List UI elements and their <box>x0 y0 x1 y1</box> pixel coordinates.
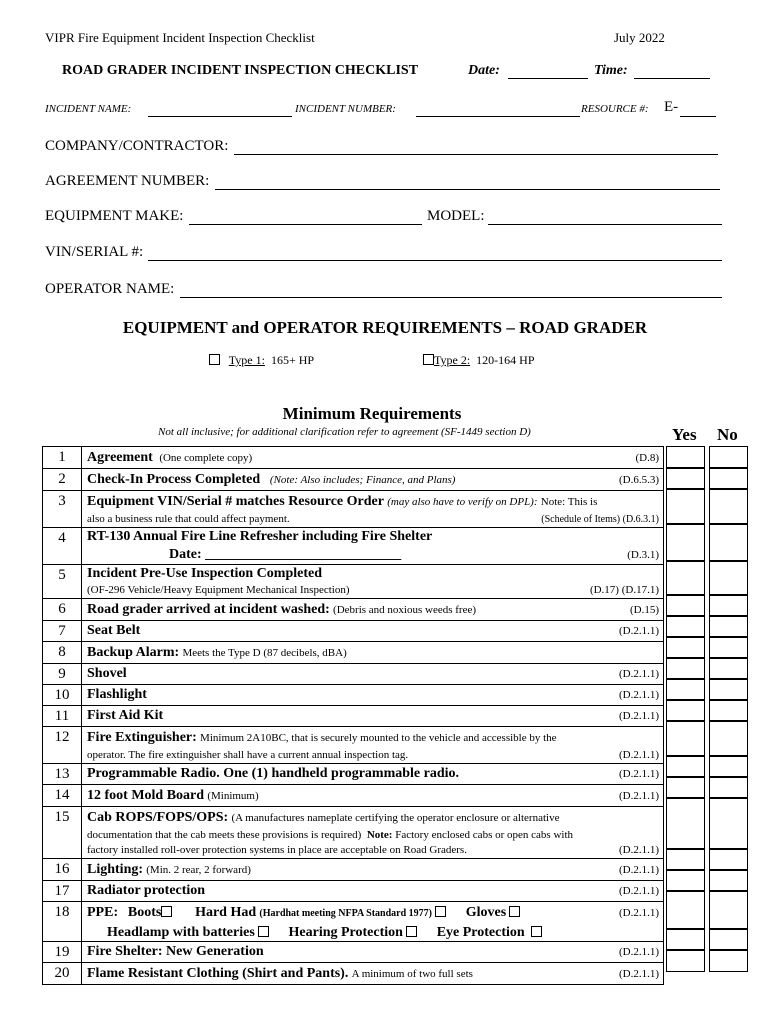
table-row <box>43 942 664 963</box>
item-note: A minimum of two full sets <box>351 968 473 980</box>
row-number: 18 <box>43 902 82 942</box>
make-label: EQUIPMENT MAKE: <box>45 208 184 224</box>
no-checkbox[interactable] <box>709 468 748 489</box>
no-checkbox[interactable] <box>709 798 748 849</box>
boots-checkbox[interactable] <box>161 906 172 917</box>
item-note: (Note: Also includes; Finance, and Plans) <box>269 474 456 486</box>
requirements-heading: EQUIPMENT and OPERATOR REQUIREMENTS – ROAD GRADER <box>122 318 648 337</box>
no-checkbox[interactable] <box>709 891 748 929</box>
item-ref: (D.2.1.1) <box>618 844 659 856</box>
item-note: Minimum 2A10BC, that is securely mounted to the vehicle and accessible by the <box>200 732 557 744</box>
eye-label: Eye Protection <box>436 925 525 940</box>
row-number: 12 <box>43 727 82 764</box>
yes-checkbox[interactable] <box>666 849 705 870</box>
item-note: (Minimum) <box>207 790 259 802</box>
type2-option[interactable] <box>423 353 535 368</box>
item-ref: (D.2.1.1) <box>618 885 659 897</box>
row-number: 3 <box>43 491 82 528</box>
table-row <box>43 599 664 621</box>
item-note: (may also have to verify on DPL): <box>387 496 538 508</box>
item-title: Equipment VIN/Serial # matches Resource Order <box>87 494 384 509</box>
hearing-label: Hearing Protection <box>288 925 403 940</box>
agreement-label: AGREEMENT NUMBER: <box>45 173 210 189</box>
resource-label: RESOURCE #: <box>581 103 649 115</box>
table-row <box>43 642 664 664</box>
row-number: 14 <box>43 785 82 807</box>
incident-name-label: INCIDENT NAME: <box>45 103 132 115</box>
document-title: VIPR Fire Equipment Incident Inspection Checklist <box>45 30 315 45</box>
table-row <box>43 727 664 764</box>
make-field[interactable] <box>189 224 422 225</box>
yes-checkbox[interactable] <box>666 489 705 524</box>
no-checkbox[interactable] <box>709 616 748 637</box>
row-number: 9 <box>43 664 82 685</box>
item-note: (Min. 2 rear, 2 forward) <box>146 864 251 876</box>
yes-checkbox[interactable] <box>666 446 705 468</box>
table-row <box>43 706 664 727</box>
table-row <box>43 469 664 491</box>
row-number: 11 <box>43 706 82 727</box>
item-title: Check-In Process Completed <box>87 472 261 487</box>
no-checkbox[interactable] <box>709 658 748 679</box>
yes-checkbox[interactable] <box>666 700 705 721</box>
table-row <box>43 685 664 706</box>
item-ref: (D.2.1.1) <box>618 668 659 680</box>
incident-name-field[interactable] <box>148 116 292 117</box>
headlamp-label: Headlamp with batteries <box>107 925 255 940</box>
item-note: (Debris and noxious weeds free) <box>333 604 476 616</box>
item-line-2: (OF-296 Vehicle/Heavy Equipment Mechanical Inspection) <box>87 584 350 596</box>
item-title: Flashlight <box>87 687 147 702</box>
yes-checkbox[interactable] <box>666 891 705 929</box>
item-note-2: Note: This is <box>540 496 598 508</box>
item-ref: (D.2.1.1) <box>618 689 659 701</box>
item-note: (A manufactures nameplate certifying the operator enclosure or alternative <box>231 812 560 824</box>
no-checkbox[interactable] <box>709 595 748 616</box>
type2-label: Type 2: <box>434 353 471 367</box>
row-number: 5 <box>43 565 82 599</box>
boots-label: Boots <box>127 905 162 920</box>
date-field[interactable] <box>508 78 588 79</box>
row-number: 16 <box>43 859 82 881</box>
row-number: 1 <box>43 447 82 469</box>
document-date: July 2022 <box>614 30 665 45</box>
row-number: 13 <box>43 764 82 785</box>
yes-checkbox[interactable] <box>666 637 705 658</box>
requirements-table <box>42 446 664 985</box>
row-number: 19 <box>43 942 82 963</box>
item-ref: (D.2.1.1) <box>618 946 659 958</box>
yes-checkbox[interactable] <box>666 658 705 679</box>
row-number: 2 <box>43 469 82 491</box>
item-title: 12 foot Mold Board <box>87 788 205 803</box>
item-line-2: documentation that the cab meets these provisions is required) <box>87 829 362 841</box>
no-checkbox[interactable] <box>709 849 748 870</box>
yes-checkbox[interactable] <box>666 777 705 798</box>
item-line-3: factory installed roll-over protection systems in place are acceptable on Road Graders. <box>87 844 467 856</box>
item-title: Flame Resistant Clothing (Shirt and Pants). <box>87 966 349 981</box>
yes-checkbox[interactable] <box>666 468 705 489</box>
headlamp-checkbox[interactable] <box>258 926 269 937</box>
item-ref: (D.2.1.1) <box>618 749 659 761</box>
hard-hat-label: Hard Had <box>195 905 257 920</box>
item-line-2: also a business rule that could affect payment. <box>87 513 290 525</box>
no-checkbox[interactable] <box>709 446 748 468</box>
gloves-label: Gloves <box>465 905 507 920</box>
item-ref: (Schedule of Items) (D.6.3.1) <box>541 514 659 525</box>
item-ref: (D.3.1) <box>627 549 659 561</box>
item-ref: (D.17) (D.17.1) <box>589 584 659 596</box>
no-checkbox[interactable] <box>709 561 748 595</box>
item-title: Lighting: <box>87 862 144 877</box>
eye-checkbox[interactable] <box>531 926 542 937</box>
table-row <box>43 902 664 942</box>
no-checkbox[interactable] <box>709 524 748 561</box>
item-title: Cab ROPS/FOPS/OPS: <box>87 810 229 825</box>
resource-field[interactable] <box>680 116 716 117</box>
row-number: 7 <box>43 621 82 642</box>
item-note: (One complete copy) <box>159 452 253 464</box>
yes-checkbox[interactable] <box>666 561 705 595</box>
no-checkbox[interactable] <box>709 721 748 756</box>
item-ref: (D.15) <box>629 604 659 616</box>
yes-checkbox[interactable] <box>666 721 705 756</box>
no-checkbox[interactable] <box>709 777 748 798</box>
item-ref: (D.2.1.1) <box>618 907 659 919</box>
resource-prefix: E- <box>664 99 679 115</box>
table-row <box>43 491 664 528</box>
row-number: 15 <box>43 807 82 859</box>
date-label: Date: <box>468 63 500 78</box>
no-checkbox[interactable] <box>709 679 748 700</box>
item-ref: (D.2.1.1) <box>618 768 659 780</box>
yes-checkbox[interactable] <box>666 798 705 849</box>
yes-checkbox[interactable] <box>666 616 705 637</box>
vin-field[interactable] <box>148 260 722 261</box>
no-header: No <box>717 425 738 444</box>
agreement-field[interactable] <box>215 189 720 190</box>
item-title: Fire Shelter: New Generation <box>87 944 264 959</box>
item-title: Agreement <box>87 450 153 465</box>
time-label: Time: <box>594 63 628 78</box>
yes-checkbox[interactable] <box>666 929 705 950</box>
table-row <box>43 859 664 881</box>
item-title: RT-130 Annual Fire Line Refresher including Fire Shelter <box>87 529 433 544</box>
operator-label: OPERATOR NAME: <box>45 281 175 297</box>
item-ref: (D.2.1.1) <box>618 625 659 637</box>
no-checkbox[interactable] <box>709 870 748 891</box>
operator-field[interactable] <box>180 297 722 298</box>
item-title: Programmable Radio. One (1) handheld programmable radio. <box>87 766 460 781</box>
row-number: 4 <box>43 528 82 565</box>
minimum-heading: Minimum Requirements <box>282 404 462 423</box>
yes-checkbox[interactable] <box>666 756 705 777</box>
no-checkbox[interactable] <box>709 489 748 524</box>
company-field[interactable] <box>234 154 718 155</box>
incident-number-field[interactable] <box>416 116 580 117</box>
item-ref: (D.2.1.1) <box>618 790 659 802</box>
model-field[interactable] <box>488 224 722 225</box>
row-number: 20 <box>43 963 82 985</box>
row-number: 6 <box>43 599 82 621</box>
time-field[interactable] <box>634 78 710 79</box>
type2-hp: 120-164 HP <box>476 353 535 367</box>
yes-checkbox[interactable] <box>666 595 705 616</box>
type1-checkbox[interactable] <box>209 354 220 365</box>
no-checkbox[interactable] <box>709 929 748 950</box>
row-number: 8 <box>43 642 82 664</box>
item-date: Date: ____________________________ <box>169 547 402 562</box>
type1-hp: 165+ HP <box>270 353 315 367</box>
no-checkbox[interactable] <box>709 700 748 721</box>
type1-label: Type 1: <box>228 353 265 367</box>
table-row <box>43 565 664 599</box>
table-row <box>43 963 664 985</box>
yes-header: Yes <box>672 425 697 444</box>
yes-checkbox[interactable] <box>666 870 705 891</box>
model-label: MODEL: <box>427 208 485 224</box>
table-row <box>43 621 664 642</box>
hearing-checkbox[interactable] <box>406 926 417 937</box>
table-row <box>43 807 664 859</box>
ppe-label: PPE: <box>87 905 119 920</box>
vin-label: VIN/SERIAL #: <box>45 244 144 260</box>
item-title: Fire Extinguisher: <box>87 730 197 745</box>
gloves-checkbox[interactable] <box>509 906 520 917</box>
yes-checkbox[interactable] <box>666 950 705 972</box>
item-title: Backup Alarm: <box>87 645 180 660</box>
type1-option[interactable] <box>209 353 314 368</box>
item-line-2: operator. The fire extinguisher shall have a current annual inspection tag. <box>87 749 409 761</box>
no-checkbox[interactable] <box>709 756 748 777</box>
yes-checkbox[interactable] <box>666 524 705 561</box>
company-label: COMPANY/CONTRACTOR: <box>45 138 229 154</box>
item-title: Road grader arrived at incident washed: <box>87 602 330 617</box>
checklist-title: ROAD GRADER INCIDENT INSPECTION CHECKLIST <box>62 63 419 78</box>
item-title: Incident Pre-Use Inspection Completed <box>87 566 323 581</box>
row-number: 10 <box>43 685 82 706</box>
type2-checkbox[interactable] <box>423 354 434 365</box>
item-ref: (D.6.5.3) <box>618 474 659 486</box>
table-row <box>43 785 664 807</box>
row-number: 17 <box>43 881 82 902</box>
item-ref: (D.2.1.1) <box>618 710 659 722</box>
item-title: First Aid Kit <box>87 708 164 723</box>
table-row <box>43 881 664 902</box>
item-title: Shovel <box>87 666 127 681</box>
table-row <box>43 528 664 565</box>
table-row <box>43 664 664 685</box>
hard-hat-checkbox[interactable] <box>435 906 446 917</box>
item-ref: (D.2.1.1) <box>618 864 659 876</box>
incident-number-label: INCIDENT NUMBER: <box>295 103 396 115</box>
item-note: Meets the Type D (87 decibels, dBA) <box>182 647 347 659</box>
table-row <box>43 764 664 785</box>
no-checkbox[interactable] <box>709 637 748 658</box>
item-ref: (D.2.1.1) <box>618 968 659 980</box>
table-row <box>43 447 664 469</box>
item-note-label: Note: <box>366 829 393 841</box>
hard-hat-note: (Hardhat meeting NFPA Standard 1977) <box>259 908 432 919</box>
minimum-subheading: Not all inclusive; for additional clarification refer to agreement (SF-1449 section D) <box>158 426 531 438</box>
item-ref: (D.8) <box>635 452 659 464</box>
item-title: Radiator protection <box>87 883 206 898</box>
yes-checkbox[interactable] <box>666 679 705 700</box>
no-checkbox[interactable] <box>709 950 748 972</box>
item-title: Seat Belt <box>87 623 141 638</box>
item-line-2b: Factory enclosed cabs or open cabs with <box>395 829 573 841</box>
